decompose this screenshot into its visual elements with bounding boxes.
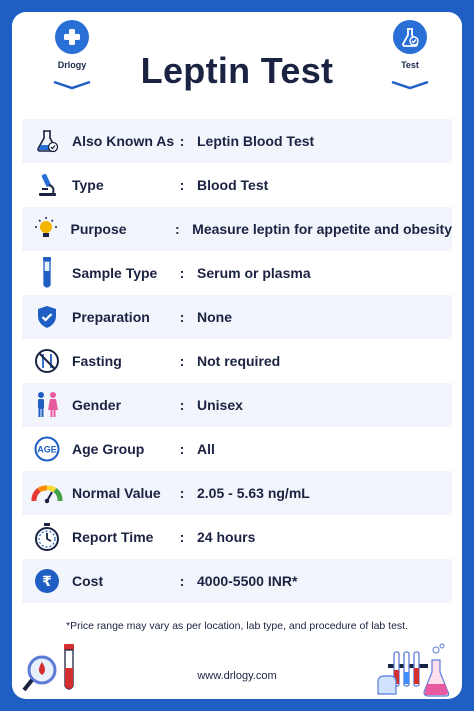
row-key: Normal Value bbox=[72, 485, 161, 501]
lightbulb-icon bbox=[22, 207, 71, 251]
row-colon: : bbox=[175, 221, 180, 237]
row-key: Preparation bbox=[72, 309, 150, 325]
table-row-age-group bbox=[22, 427, 452, 471]
row-colon: : bbox=[179, 353, 185, 369]
row-value: 2.05 - 5.63 ng/mL bbox=[197, 485, 310, 501]
microscope-icon bbox=[22, 163, 72, 207]
page-title: Leptin Test bbox=[140, 50, 334, 91]
shield-check-icon bbox=[22, 295, 72, 339]
gender-icon bbox=[22, 383, 72, 427]
table-row-report-time bbox=[22, 515, 452, 559]
test-tube-icon bbox=[22, 251, 72, 295]
row-key: Also Known As bbox=[72, 133, 175, 149]
row-key: Cost bbox=[72, 573, 104, 589]
row-value: 24 hours bbox=[197, 529, 256, 545]
row-value: 4000-5500 INR* bbox=[197, 573, 298, 589]
row-key: Purpose bbox=[70, 221, 127, 237]
row-colon: : bbox=[179, 573, 185, 589]
row-key: Age Group bbox=[72, 441, 145, 457]
age-icon bbox=[22, 427, 72, 471]
table-row-type bbox=[22, 163, 452, 207]
row-key: Gender bbox=[72, 397, 122, 413]
row-key: Type bbox=[72, 177, 104, 193]
row-colon: : bbox=[179, 265, 185, 281]
row-value: Leptin Blood Test bbox=[197, 133, 315, 149]
rupee-icon bbox=[22, 559, 72, 603]
info-table bbox=[22, 119, 452, 603]
row-value: Blood Test bbox=[197, 177, 269, 193]
row-key: Fasting bbox=[72, 353, 122, 369]
row-value: Measure leptin for appetite and obesity bbox=[192, 221, 452, 237]
row-colon: : bbox=[179, 309, 185, 325]
gauge-icon bbox=[22, 471, 72, 515]
table-row-also-known-as bbox=[22, 119, 452, 163]
table-row-normal-value bbox=[22, 471, 452, 515]
row-key: Report Time bbox=[72, 529, 154, 545]
chevron-down-icon bbox=[386, 80, 434, 90]
row-value: Not required bbox=[197, 353, 281, 369]
row-key: Sample Type bbox=[72, 265, 158, 281]
row-value: All bbox=[197, 441, 215, 457]
table-row-gender bbox=[22, 383, 452, 427]
table-row-cost bbox=[22, 559, 452, 603]
table-row-preparation bbox=[22, 295, 452, 339]
row-colon: : bbox=[179, 397, 185, 413]
row-colon: : bbox=[179, 529, 185, 545]
table-row-sample-type bbox=[22, 251, 452, 295]
magnifier-blood-illustration bbox=[20, 640, 86, 698]
row-colon: : bbox=[179, 485, 185, 501]
logo-label: Drlogy bbox=[57, 60, 87, 70]
table-row-purpose bbox=[22, 207, 452, 251]
no-food-icon bbox=[22, 339, 72, 383]
row-colon: : bbox=[179, 441, 185, 457]
rupee-symbol: ₹ bbox=[42, 574, 52, 590]
price-note: *Price range may vary as per location, lab type, and procedure of lab test. bbox=[65, 620, 409, 632]
medical-cross-icon bbox=[55, 20, 89, 54]
row-colon: : bbox=[179, 133, 185, 149]
test-badge[interactable] bbox=[386, 12, 434, 92]
flask-check-icon bbox=[393, 20, 427, 54]
lab-equipment-illustration bbox=[376, 642, 450, 698]
table-row-fasting bbox=[22, 339, 452, 383]
row-value: Unisex bbox=[197, 397, 243, 413]
stopwatch-icon bbox=[22, 515, 72, 559]
test-label: Test bbox=[401, 60, 419, 70]
info-card bbox=[12, 12, 462, 699]
row-value: None bbox=[197, 309, 232, 325]
age-icon-label: AGE bbox=[37, 444, 57, 455]
row-value: Serum or plasma bbox=[197, 265, 311, 281]
row-colon: : bbox=[179, 177, 185, 193]
flask-icon bbox=[22, 119, 72, 163]
website-link[interactable]: www.drlogy.com bbox=[197, 670, 277, 682]
